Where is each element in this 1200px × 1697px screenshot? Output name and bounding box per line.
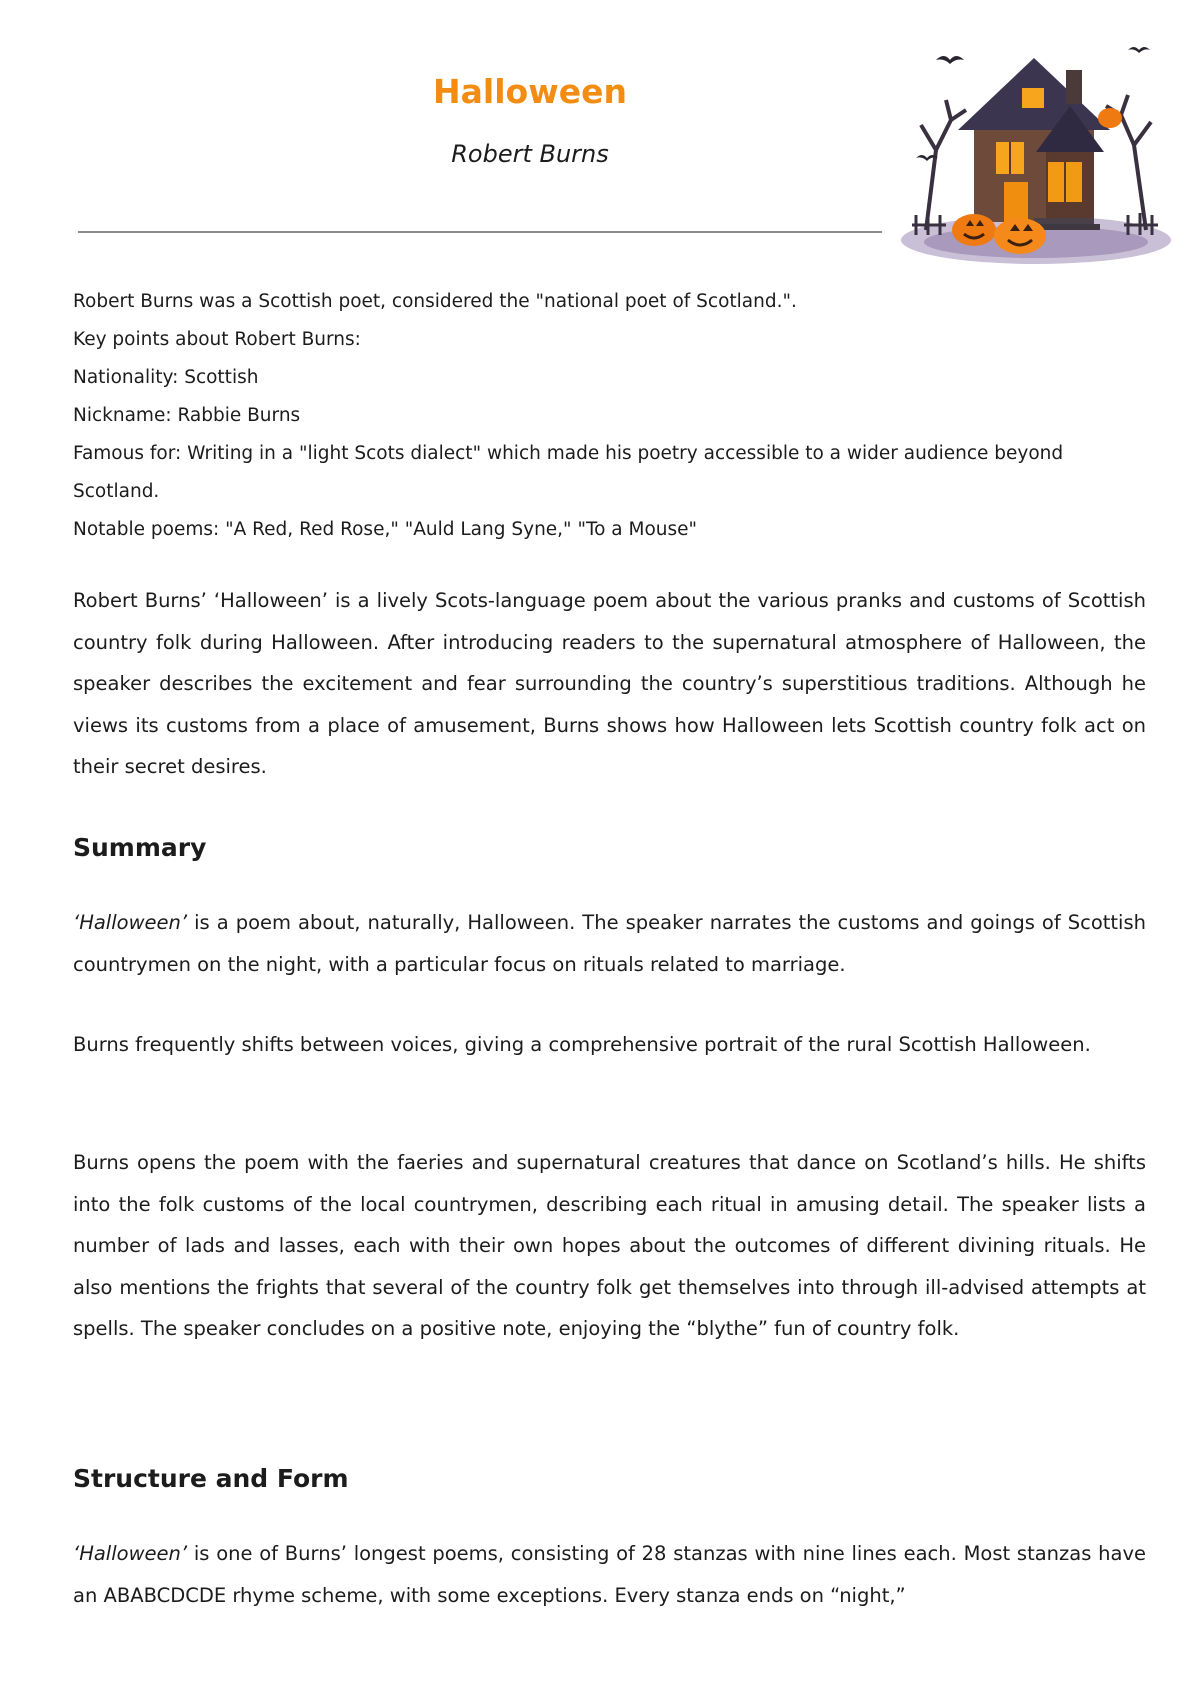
title-divider [78,231,882,233]
info-line: Nickname: Rabbie Burns [73,405,301,426]
summary-paragraph-3: Burns opens the poem with the faeries and supernatural creatures that dance on Scotland’s hills. He shifts into the folk customs of the local countrymen, describing each ritual in amusing detail. The speaker lists a number of lads and lasses, each with their own hopes about the outcomes of different divining rituals. He also mentions the frights that several of the country folk get themselves into through ill-advised attempts at spells. The speaker concludes on a positive note, enjoying the “blythe” fun of country folk. [73,1151,1146,1340]
structure-paragraph-1-text: is one of Burns’ longest poems, consisting of 28 stanzas with nine lines each. Most stanzas have an ABABCDCDE rhyme scheme, with some exceptions. Every stanza ends on “night,” [73,1542,1146,1607]
structure-heading: Structure and Form [73,1464,349,1493]
info-line: Famous for: Writing in a "light Scots dialect" which made his poetry accessible to a wider audience beyond Scotland. [73,443,1064,502]
summary-paragraph-2: Burns frequently shifts between voices, giving a comprehensive portrait of the rural Scottish Halloween. [73,1033,1091,1056]
info-line: Notable poems: "A Red, Red Rose," "Auld Lang Syne," "To a Mouse" [73,519,698,540]
poem-title-italic: ‘Halloween’ [73,911,188,934]
summary-heading: Summary [73,833,207,862]
author-facts [73,283,1133,549]
info-line: Nationality: Scottish [73,367,259,388]
info-line: Robert Burns was a Scottish poet, considered the "national poet of Scotland.". [73,291,797,312]
poem-title-italic: ‘Halloween’ [73,1542,188,1565]
summary-paragraph-1 [73,902,1146,985]
intro-paragraph: Robert Burns’ ‘Halloween’ is a lively Scots-language poem about the various pranks and customs of Scottish country folk during Halloween. After introducing readers to the supernatural atmosphere of Halloween, the speaker describes the excitement and fear surrounding the country’s superstitious traditions. Although he views its customs from a place of amusement, Burns shows how Halloween lets Scottish country folk act on their secret desires. [73,589,1146,778]
haunted-house-icon [896,30,1176,270]
info-line: Key points about Robert Burns: [73,329,361,350]
structure-paragraph-1 [73,1533,1146,1616]
summary-paragraph-1-text: is a poem about, naturally, Halloween. The speaker narrates the customs and goings of Scottish countrymen on the night, with a particular focus on rituals related to marriage. [73,911,1146,976]
document-title: Halloween [433,72,627,111]
document-author: Robert Burns [451,140,609,168]
